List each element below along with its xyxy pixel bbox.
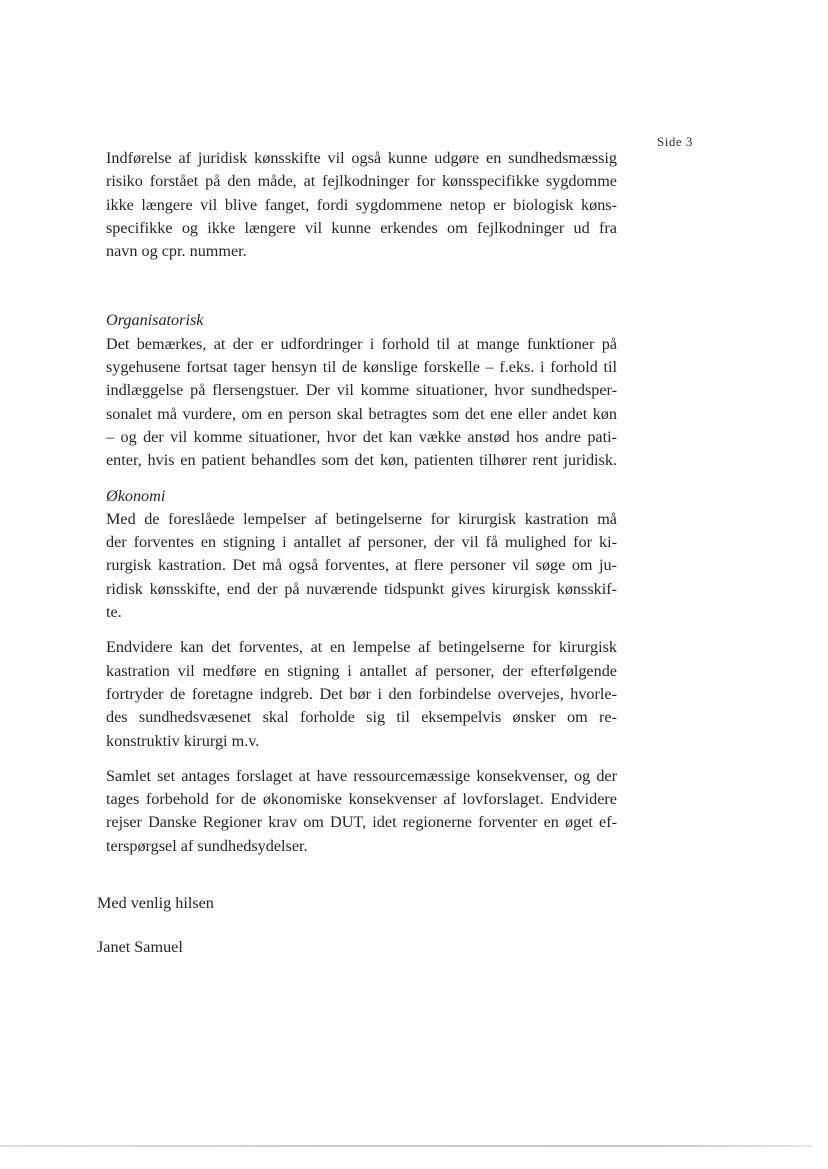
text-line: fortryder de foretagne indgreb. Det bør i den forbindelse overvejes, hvorle-	[106, 684, 617, 703]
okonomi-paragraph-3	[106, 765, 617, 858]
text-line: terspørgsel af sundhedsydelser.	[106, 836, 308, 855]
closing-greeting: Med venlig hilsen	[97, 894, 214, 912]
okonomi-section	[106, 485, 617, 625]
page-number: Side 3	[657, 134, 693, 149]
text-line: enter, hvis en patient behandles som det køn, patienten tilhører rent juridisk.	[106, 451, 617, 470]
text-line: sonalet må vurdere, om en person skal betragtes som det ene eller andet køn	[106, 404, 617, 423]
text-line: ikke længere vil blive fanget, fordi sygdommene netop er biologisk køns-	[106, 195, 617, 214]
text-line: Indførelse af juridisk kønsskifte vil også kunne udgøre en sundhedsmæssig	[106, 149, 617, 167]
okonomi-paragraph-2	[106, 636, 617, 752]
text-line: – og der vil komme situationer, hvor det kan vække anstød hos andre pati-	[106, 427, 617, 446]
text-line: der forventes en stigning i antallet af personer, der vil få mulighed for ki-	[106, 533, 617, 552]
signature-name: Janet Samuel	[97, 938, 183, 956]
text-line: Endvidere kan det forventes, at en lempelse af betingelserne for kirurgisk	[106, 638, 617, 657]
section-heading-okonomi: Økonomi	[106, 486, 166, 505]
text-line: te.	[106, 603, 122, 622]
text-line: Det bemærkes, at der er udfordringer i forhold til at mange funktioner på	[106, 334, 617, 353]
text-line: rejser Danske Regioner krav om DUT, idet regionerne forventer en øget ef-	[106, 813, 617, 832]
text-line: ridisk kønsskifte, end der på nuværende tidspunkt gives kirurgisk kønsskif-	[106, 579, 617, 598]
text-line: konstruktiv kirurgi m.v.	[106, 731, 260, 750]
text-line: Med de foreslåede lempelser af betingelserne for kirurgisk kastration må	[106, 509, 617, 528]
section-heading-organisatorisk: Organisatorisk	[106, 311, 204, 330]
organisatorisk-section	[106, 309, 617, 472]
text-line: specifikke og ikke længere vil kunne erkendes om fejlkodninger ud fra	[106, 218, 617, 237]
text-line: risiko forstået på den måde, at fejlkodninger for kønsspecifikke sygdomme	[106, 172, 617, 191]
text-line: tages forbehold for de økonomiske konsekvenser af lovforslaget. Endvidere	[106, 790, 617, 809]
letter-body	[106, 147, 617, 858]
text-line: kastration vil medføre en stigning i antallet af personer, der efterfølgende	[106, 661, 617, 680]
text-line: indlæggelse på flersengstuer. Der vil komme situationer, hvor sundhedsper-	[106, 381, 617, 400]
text-line: Samlet set antages forslaget at have ressourcemæssige konsekvenser, og der	[106, 766, 617, 785]
scan-edge-line	[0, 1145, 812, 1147]
text-line: rurgisk kastration. Det må også forventes, at flere personer vil søge om ju-	[106, 556, 617, 575]
text-line: sygehusene fortsat tager hensyn til de kønslige forskelle – f.eks. i forhold til	[106, 358, 617, 377]
intro-paragraph	[106, 147, 617, 263]
text-line: des sundhedsvæsenet skal forholde sig til eksempelvis ønsker om re-	[106, 708, 617, 727]
text-line: navn og cpr. nummer.	[106, 242, 247, 261]
